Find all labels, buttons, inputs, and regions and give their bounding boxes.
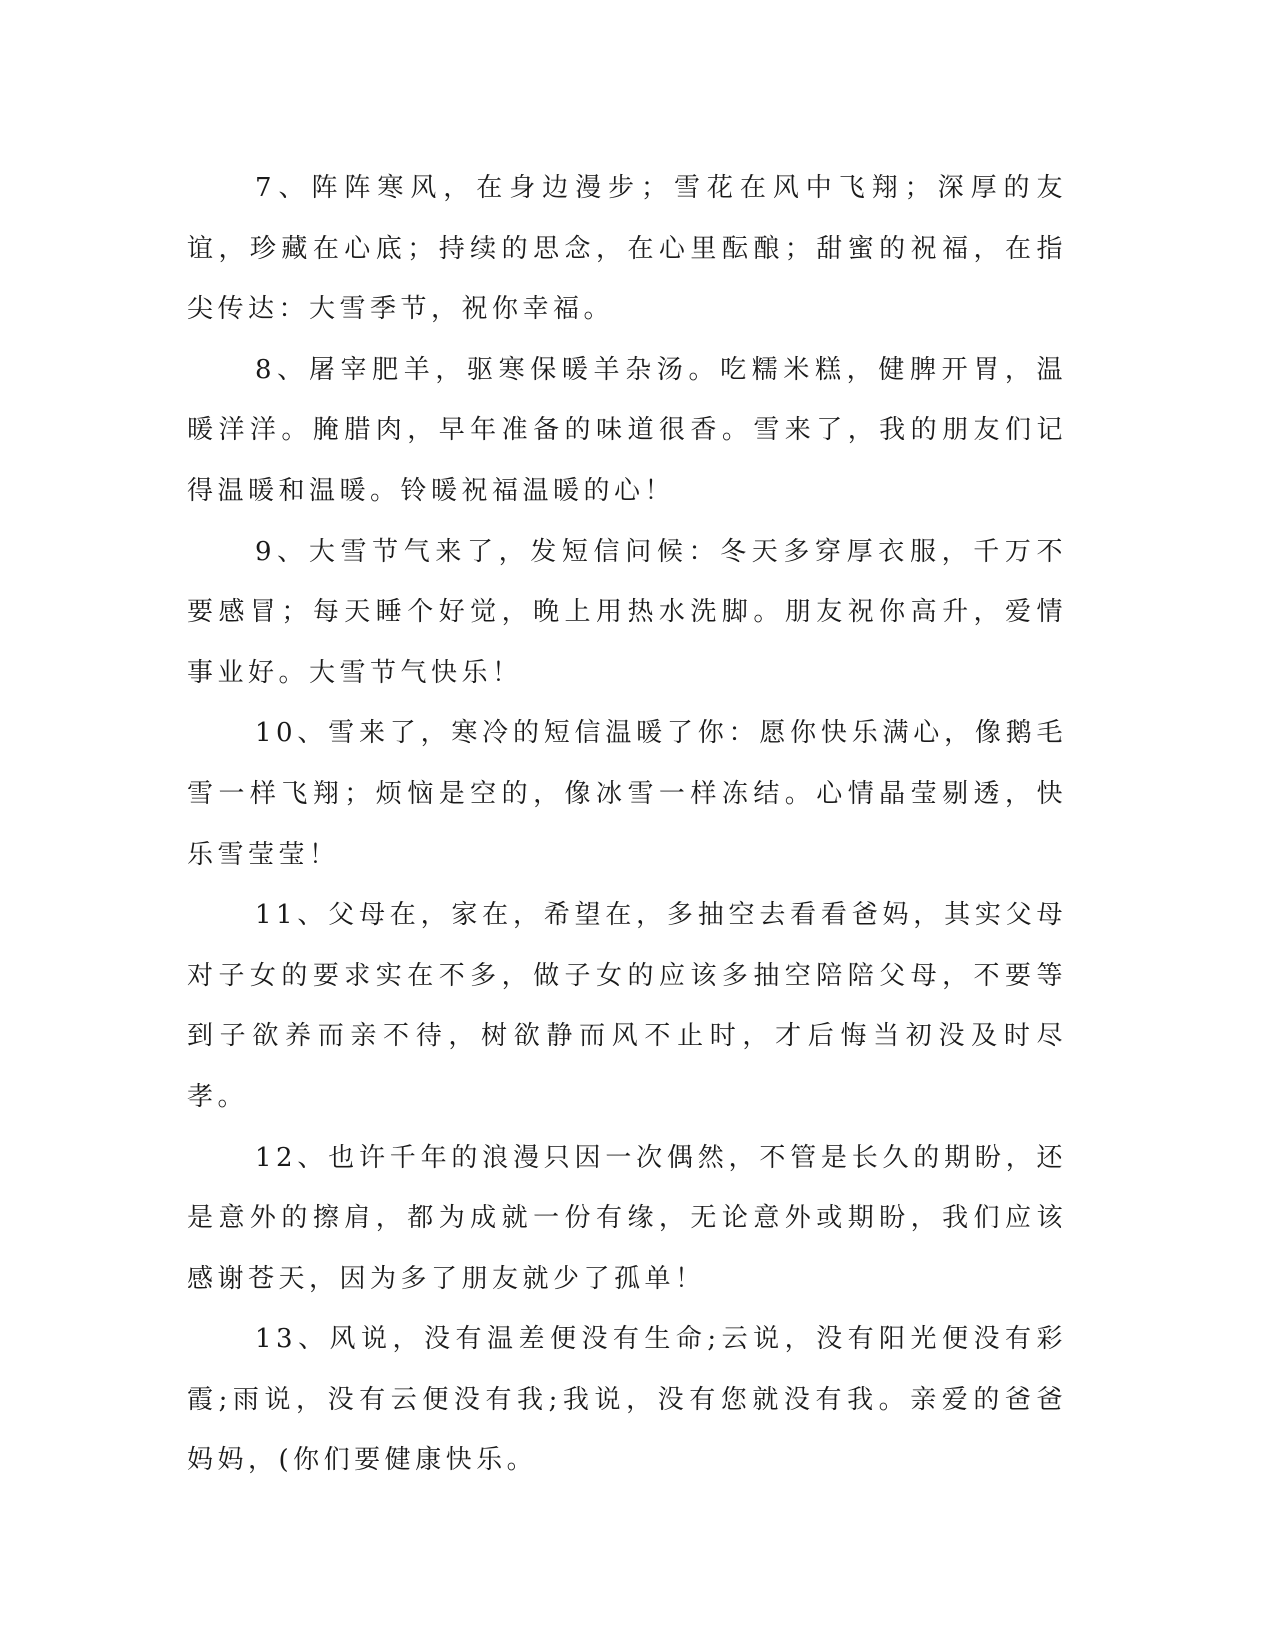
document-body bbox=[187, 158, 1067, 1491]
paragraph-11: 11、父母在，家在，希望在，多抽空去看看爸妈，其实父母对子女的要求实在不多，做子女的应该多抽空陪陪父母，不要等到子欲养而亲不待，树欲静而风不止时，才后悔当初没及时尽孝。 bbox=[187, 900, 1067, 1112]
paragraph-7: 7、阵阵寒风，在身边漫步；雪花在风中飞翔；深厚的友谊，珍藏在心底；持续的思念，在心里酝酿；甜蜜的祝福，在指尖传达：大雪季节，祝你幸福。 bbox=[187, 173, 1067, 325]
paragraph-13: 13、风说，没有温差便没有生命;云说，没有阳光便没有彩霞;雨说，没有云便没有我;我说，没有您就没有我。亲爱的爸爸妈妈，(你们要健康快乐。 bbox=[187, 1324, 1067, 1476]
paragraph-12: 12、也许千年的浪漫只因一次偶然，不管是长久的期盼，还是意外的擦肩，都为成就一份有缘，无论意外或期盼，我们应该感谢苍天，因为多了朋友就少了孤单！ bbox=[187, 1142, 1067, 1294]
paragraph-9: 9、大雪节气来了，发短信问候：冬天多穿厚衣服，千万不要感冒；每天睡个好觉，晚上用热水洗脚。朋友祝你高升，爱情事业好。大雪节气快乐！ bbox=[187, 536, 1067, 688]
paragraph-8: 8、屠宰肥羊，驱寒保暖羊杂汤。吃糯米糕，健脾开胃，温暖洋洋。腌腊肉，早年准备的味道很香。雪来了，我的朋友们记得温暖和温暖。铃暖祝福温暖的心！ bbox=[187, 354, 1067, 506]
paragraph-10: 10、雪来了，寒冷的短信温暖了你：愿你快乐满心，像鹅毛雪一样飞翔；烦恼是空的，像冰雪一样冻结。心情晶莹剔透，快乐雪莹莹！ bbox=[187, 718, 1067, 870]
